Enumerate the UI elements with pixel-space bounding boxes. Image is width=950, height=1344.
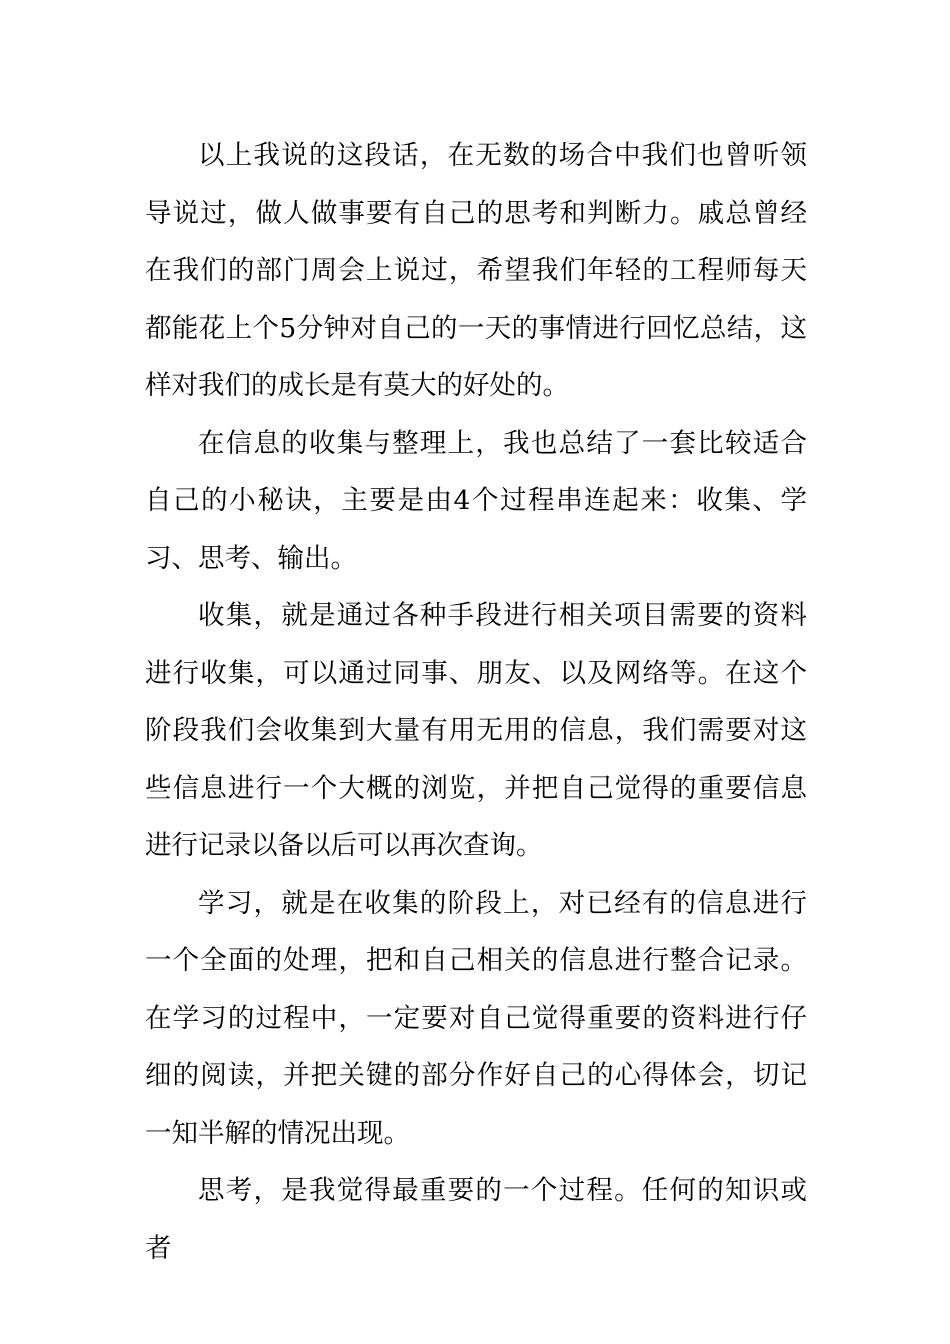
- paragraph-4: 学习，就是在收集的阶段上，对已经有的信息进行一个全面的处理，把和自己相关的信息进行整合记录。在学习的过程中，一定要对自己觉得重要的资料进行仔细的阅读，并把关键的部分作好自己的心得体会，切记一知半解的情况出现。: [145, 887, 807, 1149]
- paragraph-3: 收集，就是通过各种手段进行相关项目需要的资料进行收集，可以通过同事、朋友、以及网络等。在这个阶段我们会收集到大量有用无用的信息，我们需要对这些信息进行一个大概的浏览，并把自己觉得的重要信息进行记录以备以后可以再次查询。: [145, 600, 807, 861]
- document-body: [145, 127, 807, 1277]
- paragraph-2: 在信息的收集与整理上，我也总结了一套比较适合自己的小秘诀，主要是由4个过程串连起来：收集、学习、思考、输出。: [145, 427, 807, 574]
- paragraph-1: 以上我说的这段话，在无数的场合中我们也曾听领导说过，做人做事要有自己的思考和判断力。戚总曾经在我们的部门周会上说过，希望我们年轻的工程师每天都能花上个5分钟对自己的一天的事情进行回忆总结，这样对我们的成长是有莫大的好处的。: [145, 140, 807, 401]
- paragraph-5: 思考，是我觉得最重要的一个过程。任何的知识或者: [145, 1175, 807, 1264]
